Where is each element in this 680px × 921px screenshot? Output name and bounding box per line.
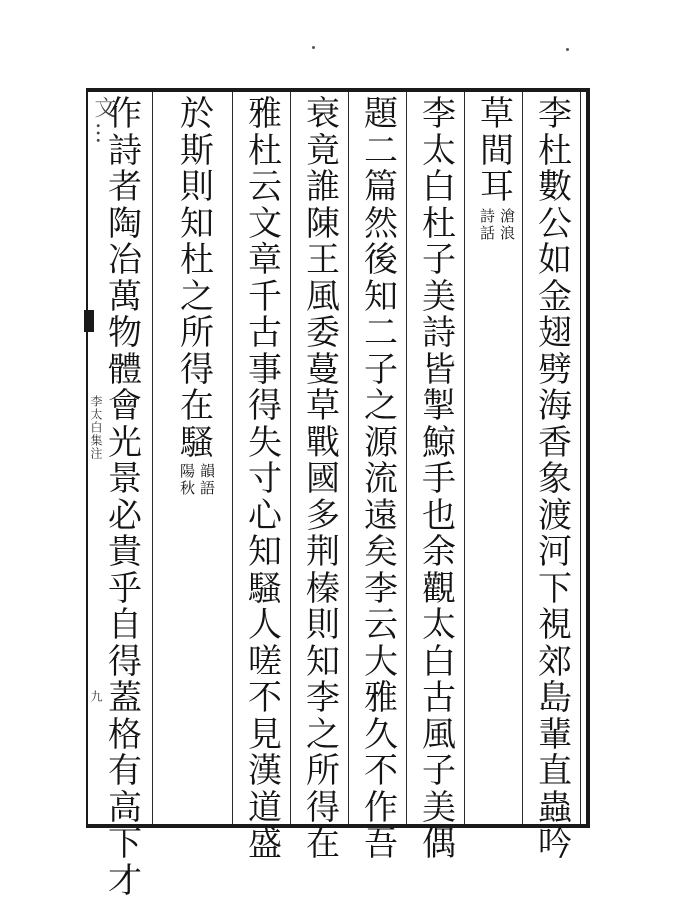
character: 蓋 [108,678,142,718]
character: 不 [248,678,282,718]
character: 美 [422,787,456,828]
character: 郊 [538,641,572,682]
column-rule [406,92,407,824]
character: 篇 [364,167,398,207]
character: 子 [422,751,456,791]
character: 之 [364,386,398,426]
character: 皆 [422,349,456,390]
character: 乎 [108,568,142,609]
character: 戰 [306,422,340,463]
scan-speck [566,48,569,51]
character: 國 [306,459,340,499]
character: 源 [364,422,398,463]
character: 杜 [248,130,282,171]
character: 雅 [248,94,282,134]
character: 劈 [538,349,572,390]
character: 古 [248,313,282,353]
column-rule [464,92,465,824]
character: 貴 [108,532,142,572]
text-column [298,96,348,863]
character: 詩 [422,313,456,353]
character: 斯 [180,130,214,171]
character: 河 [538,532,572,572]
character: 陳 [306,203,340,244]
character: 吾 [364,824,398,864]
character: 直 [538,751,572,791]
character: 李 [364,568,398,609]
character: 香 [538,422,572,463]
character: 則 [180,167,214,207]
character: 自 [108,605,142,645]
character: 於 [180,94,214,134]
character: 詩 [108,130,142,171]
text-column [100,96,150,899]
character: 余 [422,532,456,572]
character: 如 [538,240,572,280]
character: 數 [538,167,572,207]
character: 後 [364,240,398,280]
character: 事 [248,349,282,390]
character: 偶 [422,824,456,864]
character: 見 [248,714,282,755]
character: 文 [248,203,282,244]
character: 竟 [306,130,340,171]
character: 在 [180,386,214,426]
character: 榛 [306,568,340,609]
character: 子 [422,240,456,280]
character: 古 [422,678,456,718]
character: 云 [364,605,398,645]
character: 美 [422,276,456,317]
character: 子 [364,349,398,390]
character: 委 [306,313,340,353]
character: 荆 [306,532,340,572]
character: 下 [538,568,572,609]
character: 渡 [538,495,572,536]
character: 草 [306,386,340,426]
character: 二 [364,130,398,171]
character: 寸 [248,459,282,499]
character: 知 [180,203,214,244]
margin-title-fragment: 文… [91,96,116,148]
text-column [472,96,522,242]
character: 冶 [108,240,142,280]
character: 得 [248,386,282,426]
character: 光 [108,422,142,463]
character: 之 [306,714,340,755]
character: 杜 [180,240,214,280]
character: 作 [364,787,398,828]
character: 道 [248,787,282,828]
character: 物 [108,313,142,353]
character: 李 [306,678,340,718]
character: 白 [422,641,456,682]
character: 掣 [422,386,456,426]
character: 吟 [538,824,572,864]
character: 然 [364,203,398,244]
column-rule [580,92,581,824]
text-column [414,96,464,863]
character: 輩 [538,714,572,755]
column-rule [290,92,291,824]
source-note-right: 韻語 [198,463,216,497]
character: 所 [306,751,340,791]
character: 景 [108,459,142,499]
character: 太 [422,130,456,171]
source-note-left: 陽秋 [178,463,196,497]
fishtail-mark [84,310,94,332]
character: 千 [248,276,282,317]
character: 有 [108,751,142,791]
text-column [172,96,222,497]
character: 手 [422,459,456,499]
character: 大 [364,641,398,682]
column-rule [522,92,523,824]
source-note-left: 詩話 [478,207,496,242]
character: 觀 [422,568,456,609]
text-column [240,96,290,863]
character: 杜 [422,203,456,244]
character: 云 [248,167,282,207]
character: 不 [364,751,398,791]
character: 在 [306,824,340,864]
character: 得 [306,787,340,828]
character: 騷 [180,422,214,463]
character: 嗟 [248,641,282,682]
character: 王 [306,240,340,280]
character: 象 [538,459,572,499]
character: 草 [480,94,514,134]
column-rule [348,92,349,824]
character: 人 [248,605,282,645]
character: 鯨 [422,422,456,463]
character: 盛 [248,824,282,864]
character: 會 [108,386,142,426]
character: 得 [180,349,214,390]
source-note-right: 滄浪 [498,207,516,242]
column-rule [152,92,153,824]
character: 騷 [248,568,282,609]
character: 公 [538,203,572,244]
character: 視 [538,605,572,645]
character: 蔓 [306,349,340,390]
character: 陶 [108,203,142,244]
character: 遠 [364,495,398,536]
character: 耳 [480,167,514,207]
character: 流 [364,459,398,499]
character: 杜 [538,130,572,171]
character: 風 [306,276,340,317]
margin-page-number: 九 [89,690,103,703]
source-note [178,463,216,497]
character: 風 [422,714,456,755]
character: 格 [108,714,142,755]
character: 久 [364,714,398,755]
character: 之 [180,276,214,317]
column-rule [232,92,233,824]
character: 蟲 [538,787,572,828]
character: 得 [108,641,142,682]
character: 高 [108,787,142,828]
character: 題 [364,94,398,134]
character: 二 [364,313,398,353]
character: 才 [108,860,142,901]
character: 誰 [306,167,340,207]
character: 失 [248,422,282,463]
text-column [530,96,580,863]
character: 多 [306,495,340,536]
character: 太 [422,605,456,645]
character: 知 [364,276,398,317]
character: 心 [248,495,282,536]
text-column [356,96,406,863]
character: 必 [108,495,142,536]
character: 衰 [306,94,340,134]
character: 雅 [364,678,398,718]
scan-speck [312,46,315,49]
character: 島 [538,678,572,718]
character: 金 [538,276,572,317]
character: 作 [108,94,142,134]
character: 知 [306,641,340,682]
character: 知 [248,532,282,572]
character: 則 [306,605,340,645]
character: 翅 [538,313,572,353]
character: 漢 [248,751,282,791]
character: 海 [538,386,572,426]
character: 下 [108,824,142,864]
margin-book-title: 李太白集注 [89,395,103,460]
character: 所 [180,313,214,353]
character: 矣 [364,532,398,572]
character: 李 [422,94,456,134]
source-note [478,208,516,242]
character: 李 [538,94,572,134]
character: 間 [480,130,514,171]
character: 萬 [108,276,142,317]
character: 也 [422,495,456,536]
character: 章 [248,240,282,280]
character: 者 [108,167,142,207]
character: 體 [108,349,142,390]
character: 白 [422,167,456,207]
